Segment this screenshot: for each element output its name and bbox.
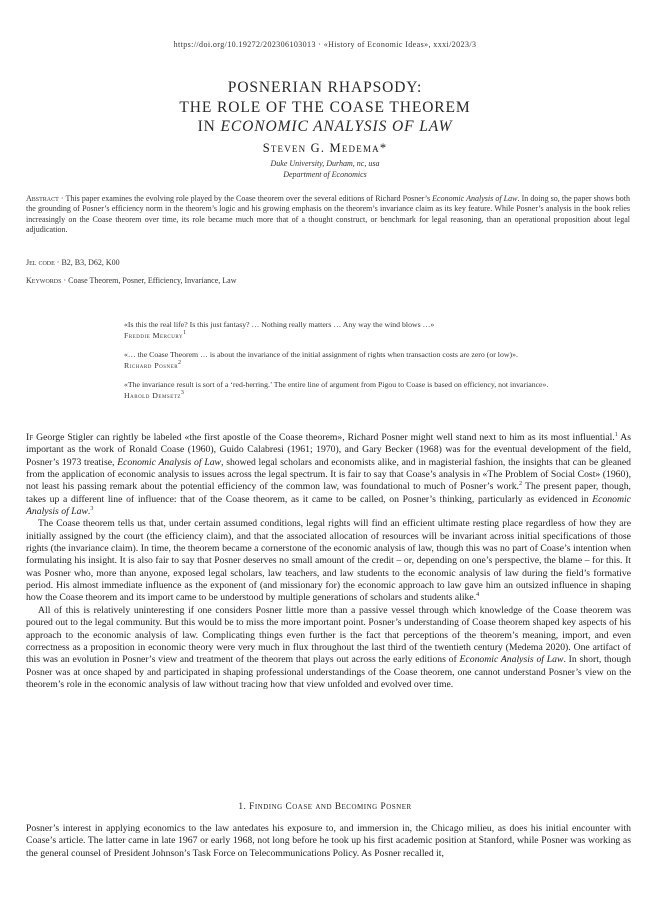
epigraph-quote: «Is this the real life? Is this just fantasy? … Nothing really matters … Any way the wind blows …» bbox=[124, 320, 435, 329]
author-name: Steven G. Medema* bbox=[262, 141, 388, 155]
footnote-ref[interactable]: 3 bbox=[180, 390, 185, 397]
author-affiliation: Duke University, Durham, nc, usa Department of Economics bbox=[270, 159, 380, 179]
section-heading: 1. Finding Coase and Becoming Posner bbox=[238, 802, 412, 812]
title-line-2: THE ROLE OF THE COASE THEOREM bbox=[179, 98, 471, 116]
title-line-1: POSNERIAN RHAPSODY: bbox=[227, 79, 423, 96]
article-body bbox=[26, 432, 631, 691]
article-body-continued bbox=[26, 823, 631, 860]
jel-codes: Jel code · B2, B3, D62, K00 bbox=[26, 258, 120, 267]
epigraph-quote: «… the Coase Theorem … is about the invariance of the initial assignment of rights when transaction costs are zero (or low)». bbox=[124, 349, 518, 359]
epigraph-author: Freddie Mercury$^1$ bbox=[124, 330, 187, 341]
article-title bbox=[0, 78, 650, 137]
author-footnote-mark: * bbox=[379, 141, 388, 155]
title-line-3: IN ECONOMIC ANALYSIS OF LAW bbox=[197, 118, 453, 135]
epigraphs bbox=[124, 320, 606, 409]
book-title: Economic Analysis of Law bbox=[117, 456, 222, 468]
footnote-ref[interactable]: 2 bbox=[178, 360, 182, 367]
drop-cap-word: If bbox=[26, 432, 34, 443]
epigraph-author: Harold Demsetz$^3$ bbox=[124, 390, 185, 401]
body-paragraph-1: If George Stigler can rightly be labeled «the first apostle of the Coase theorem», Richard Posner might well stand next to him as its most influential.$^1$ As important as the work of Ronald Coase (1960), Guido Calabresi (1961; 1970), and Gary Becker (1968) was for the eventual development of the field, Posner’s 1973 treatise, Economic Analysis of Law, showed legal scholars and economists alike, and in magisterial fashion, the insights that can be gleaned from the application of economic analysis to issues across the legal spectrum. It is fair to say that Coase’s analysis in «The Problem of Social Cost» (1960), not least his passing remark about the potential efficiency of the common law, was foundational to much of Posner’s work.$^2$ The present paper, though, takes up a different line of influence: that of the Coase theorem, as it came to be called, on Posner’s thinking, particularly as evidenced in Economic Analysis of Law.$^3$ bbox=[26, 432, 632, 518]
keywords: Keywords · Coase Theorem, Posner, Efficiency, Invariance, Law bbox=[26, 276, 237, 285]
title-book-italic: ECONOMIC ANALYSIS OF LAW bbox=[220, 118, 453, 135]
jel-label: Jel code bbox=[26, 258, 55, 267]
footnote-ref[interactable]: 3 bbox=[90, 506, 94, 513]
book-title: Economic Analysis of Law bbox=[459, 654, 564, 666]
running-header bbox=[0, 40, 650, 49]
book-title: Economic Analysis of Law bbox=[26, 493, 631, 518]
header-separator: · bbox=[315, 40, 324, 49]
epigraph-quote: «The invariance result is sort of a ‘red-herring.’ The entire line of argument from Pigou to Coase is based on efficiency, not invariance». bbox=[124, 379, 549, 389]
keywords-label: Keywords bbox=[26, 276, 62, 285]
footnote-ref[interactable]: 1 bbox=[614, 432, 618, 438]
footnote-ref[interactable]: 1 bbox=[183, 330, 187, 337]
footnote-ref[interactable]: 2 bbox=[518, 481, 522, 488]
footnote-ref[interactable]: 4 bbox=[476, 592, 480, 599]
abstract: Abstract · This paper examines the evolving role played by the Coase theorem over the several editions of Richard Posner’s Economic Analysis of Law. In doing so, the paper shows both the grounding of Posner’s efficiency norm in the theorem’s logic and his growing emphasis on the theorem’s invariance claim as its key feature. While Posner’s analysis in the book relies increasingly on the Coase theorem over time, its role became much more that of a thought construct, or benchmark for legal reasoning, than an operational proposition about legal adjudication. bbox=[26, 194, 631, 235]
abstract-book-title: Economic Analysis of Law bbox=[432, 194, 518, 203]
body-paragraph-4: Posner’s interest in applying economics to the law antedates his exposure to, and immersion in, the Chicago milieu, as does his initial encounter with Coase’s article. The latter came in late 1967 or early 1968, not long before he took up his first academic position at Stanford, while Posner was working as the general counsel of President Johnson’s Task Force on Telecommunications Policy. As Posner recalled it, bbox=[26, 823, 631, 859]
doi-link[interactable]: https://doi.org/10.19272/202306103013 bbox=[173, 40, 316, 49]
journal-reference: «History of Economic Ideas», xxxi/2023/3 bbox=[323, 40, 477, 49]
body-paragraph-2: The Coase theorem tells us that, under certain assumed conditions, legal rights will find an efficient ultimate resting place regardless of how they are initially assigned by the court (the efficiency claim), and that the associated allocation of resources will be invariant across initial specifications of those rights (the invariance claim). In time, the theorem became a cornerstone of the economic analysis of law, though this was no part of Coase’s intention when formulating his insight. It is also fair to say that Posner deserves no small amount of the credit – or, depending on one’s perspective, the blame – for this. It was Posner who, more than anyone, exposed legal scholars, law teachers, and law students to the economic analysis of law during the field’s formative period. His almost immediate influence as the exponent of (and missionary for) the economic approach to law gave him an outsized influence in shaping how the Coase theorem and its import came to be understood by multiple generations of scholars and students alike.$^4$ bbox=[26, 518, 631, 604]
epigraph-author: Richard Posner$^2$ bbox=[124, 360, 182, 371]
body-paragraph-3: All of this is relatively uninteresting if one considers Posner little more than a passive vessel through which knowledge of the Coase theorem was poured out to the legal community. But this would be to miss the more important point. Posner’s understanding of Coase theorem shaped key aspects of his approach to the economic analysis of law. Complicating things even further is the fact that perceptions of the theorem’s meaning, import, and even correctness as a proposition in economic theory were very much in flux throughout the last third of the twentieth century (Medema 2020). One artifact of this was an evolution in Posner’s view and treatment of the theorem that plays out across the early editions of Economic Analysis of Law. In short, though Posner was at once shaped by and participated in shaping professional understandings of the Coase theorem, one cannot understand Posner’s view on the theorem’s role in the economic analysis of law without tracing how that view unfolded and evolved over time. bbox=[26, 604, 631, 690]
abstract-label: Abstract bbox=[26, 194, 59, 203]
